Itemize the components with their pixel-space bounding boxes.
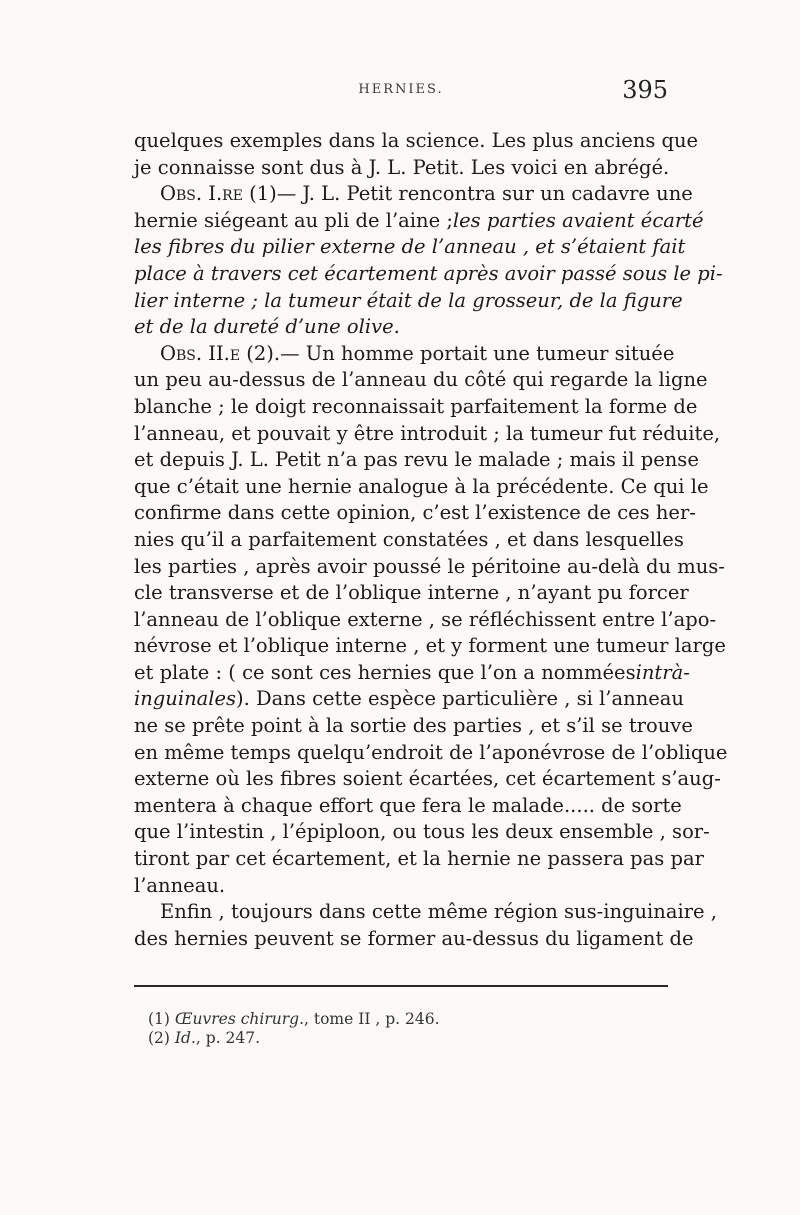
footnote-reference: , p. 247. bbox=[195, 1029, 261, 1047]
text-fragment: — J. L. Petit rencontra sur un cadavre une bbox=[276, 182, 693, 206]
page-header bbox=[134, 76, 668, 106]
text-fragment: hernie siégeant au pli de l’aine ; bbox=[134, 208, 453, 232]
italic-quote: les parties avaient écarté bbox=[452, 208, 704, 232]
text-line: nies qu’il a parfaitement constatées , et dans lesquelles bbox=[134, 527, 684, 551]
text-line: l’anneau, et pouvait y être introduit ; la tumeur fut réduite, bbox=[134, 421, 721, 445]
italic-quote-line: et de la dureté d’une olive. bbox=[134, 315, 400, 339]
text-line: je connaisse sont dus à J. L. Petit. Les voici en abrégé. bbox=[134, 155, 670, 179]
text-line: quelques exemples dans la science. Les plus anciens que bbox=[134, 129, 699, 152]
footnote-1 bbox=[148, 1010, 668, 1029]
observation-label: Obs. I.re (1) bbox=[160, 182, 277, 206]
footnote-number: (2) bbox=[148, 1029, 170, 1047]
text-line: les parties , après avoir poussé le péritoine au-delà du mus- bbox=[134, 554, 725, 578]
text-line: un peu au-dessus de l’anneau du côté qui regarde la ligne bbox=[134, 368, 708, 392]
footnote-number: (1) bbox=[148, 1010, 170, 1028]
text-line bbox=[134, 660, 690, 687]
text-line: externe où les fibres soient écartées, cet écartement s’aug- bbox=[134, 767, 721, 791]
text-line: blanche ; le doigt reconnaissait parfaitement la forme de bbox=[134, 394, 698, 418]
text-fragment: — Un homme portait une tumeur située bbox=[280, 341, 675, 365]
text-line: mentera à chaque effort que fera le malade..... de sorte bbox=[134, 793, 682, 817]
text-line: ne se prête point à la sortie des parties , et s’il se trouve bbox=[134, 714, 693, 738]
observation-2-heading bbox=[134, 341, 675, 368]
italic-quote-line: lier interne ; la tumeur était de la grosseur, de la figure bbox=[134, 288, 683, 312]
text-line bbox=[134, 208, 704, 235]
text-line bbox=[134, 686, 684, 713]
text-line: que c’était une hernie analogue à la précédente. Ce qui le bbox=[134, 474, 709, 498]
text-line: névrose et l’oblique interne , et y forment une tumeur large bbox=[134, 634, 726, 658]
footnote-source-title: Œuvres chirurg. bbox=[174, 1010, 305, 1028]
text-line: des hernies peuvent se former au-dessus du ligament de bbox=[134, 926, 694, 950]
text-line: l’anneau. bbox=[134, 873, 226, 897]
text-fragment: et plate : ( ce sont ces hernies que l’on a nommées bbox=[134, 660, 636, 684]
italic-quote-line: les fibres du pilier externe de l’anneau , et s’étaient fait bbox=[134, 235, 686, 259]
text-line: que l’intestin , l’épiploon, ou tous les deux ensemble , sor- bbox=[134, 820, 710, 844]
footnote-rule bbox=[134, 985, 668, 987]
body-text bbox=[134, 128, 728, 952]
italic-term: intrà- bbox=[635, 660, 690, 684]
text-line: confirme dans cette opinion, c’est l’existence de ces her- bbox=[134, 501, 696, 525]
text-line: cle transverse et de l’oblique interne , n’ayant pu forcer bbox=[134, 581, 689, 605]
footnote-reference: , tome II , p. 246. bbox=[304, 1010, 440, 1028]
text-fragment: ). Dans cette espèce particulière , si l’anneau bbox=[236, 687, 684, 711]
text-line: en même temps quelqu’endroit de l’aponévrose de l’oblique bbox=[134, 740, 728, 764]
text-line: Enfin , toujours dans cette même région sus-inguinaire , bbox=[160, 900, 717, 924]
observation-1-heading bbox=[134, 181, 693, 208]
text-line: et depuis J. L. Petit n’a pas revu le malade ; mais il pense bbox=[134, 448, 699, 472]
text-line: tiront par cet écartement, et la hernie ne passera pas par bbox=[134, 847, 704, 871]
footnote-source-title: Id. bbox=[174, 1029, 196, 1047]
italic-quote-line: place à travers cet écartement après avoir passé sous le pi- bbox=[134, 261, 723, 285]
observation-label: Obs. II.e (2). bbox=[160, 341, 281, 365]
running-head: HERNIES. bbox=[358, 82, 444, 97]
footnotes bbox=[148, 1010, 668, 1048]
text-line: l’anneau de l’oblique externe , se réfléchissent entre l’apo- bbox=[134, 607, 717, 631]
page-number: 395 bbox=[622, 76, 668, 104]
footnote-2 bbox=[148, 1029, 668, 1048]
italic-term: inguinales bbox=[134, 687, 237, 711]
